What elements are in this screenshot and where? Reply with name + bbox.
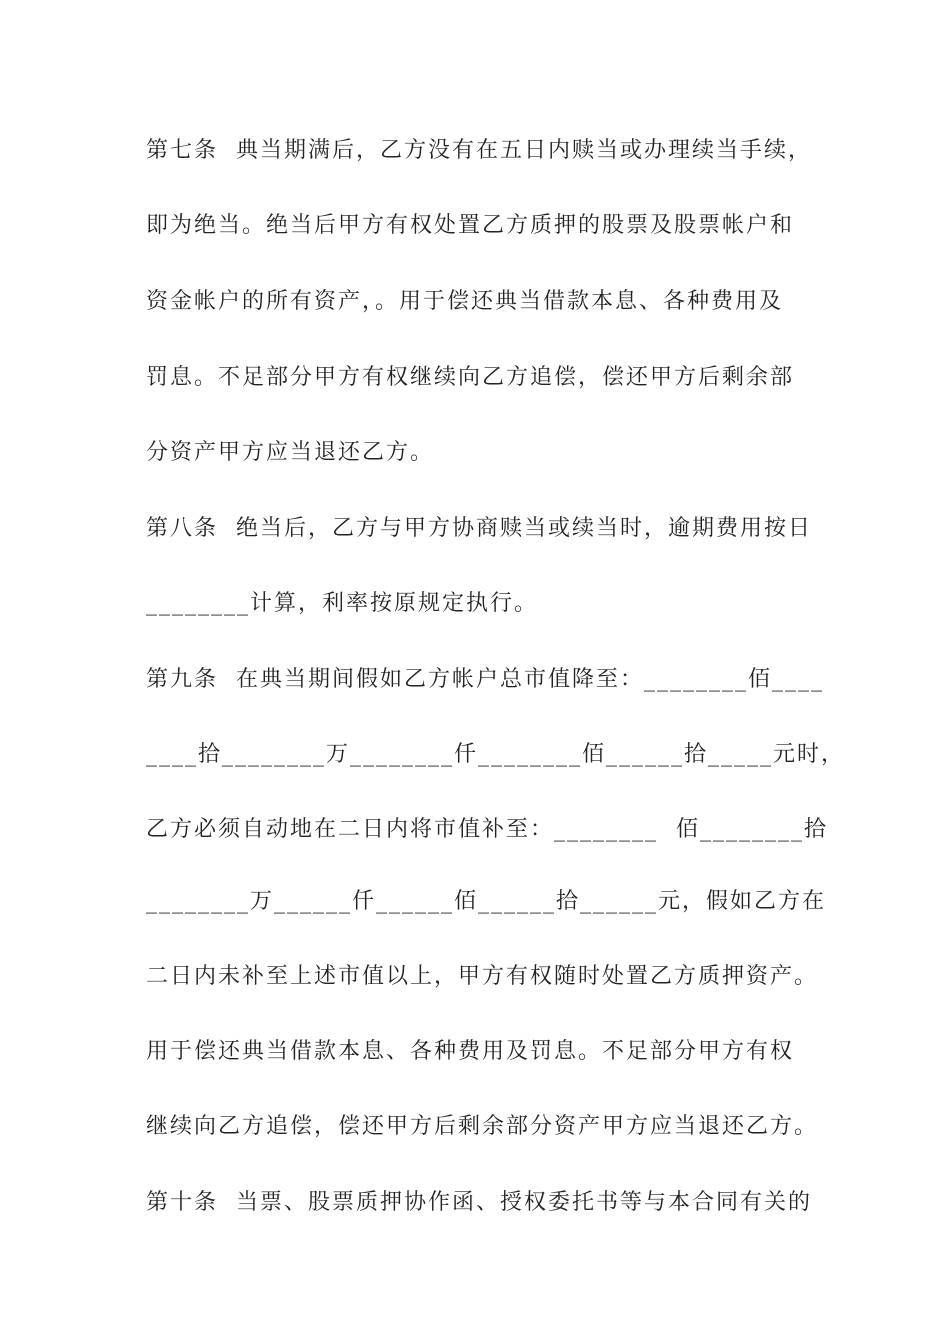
text-line: ________万______仟______佰______拾______元，假如乙方在	[146, 889, 827, 914]
text-line: ____拾________万________仟________佰______拾_____元时，	[146, 742, 846, 767]
text-line: 第八条 绝当后，乙方与甲方协商赎当或续当时，逾期费用按日	[146, 516, 812, 541]
text-line: 资金帐户的所有资产，。用于偿还典当借款本息、各种费用及	[146, 289, 784, 314]
text-line: 罚息。不足部分甲方有权继续向乙方追偿，偿还甲方后剩余部	[146, 365, 795, 390]
text-line: ________计算，利率按原规定执行。	[146, 591, 539, 616]
text-line: 第九条 在典当期间假如乙方帐户总市值降至：________佰____	[146, 667, 824, 692]
text-line: 用于偿还典当借款本息、各种费用及罚息。不足部分甲方有权	[146, 1039, 795, 1064]
text-line: 即为绝当。绝当后甲方有权处置乙方质押的股票及股票帐户和	[146, 213, 795, 238]
text-line: 第七条 典当期满后，乙方没有在五日内赎当或办理续当手续，	[146, 138, 812, 163]
text-line: 分资产甲方应当退还乙方。	[146, 440, 435, 465]
text-line: 乙方必须自动地在二日内将市值补至：________ 佰________拾	[146, 817, 828, 842]
text-line: 第十条 当票、股票质押协作函、授权委托书等与本合同有关的	[146, 1190, 812, 1215]
text-line: 二日内未补至上述市值以上，甲方有权随时处置乙方质押资产。	[146, 964, 819, 989]
text-line: 继续向乙方追偿，偿还甲方后剩余部分资产甲方应当退还乙方。	[146, 1114, 819, 1139]
